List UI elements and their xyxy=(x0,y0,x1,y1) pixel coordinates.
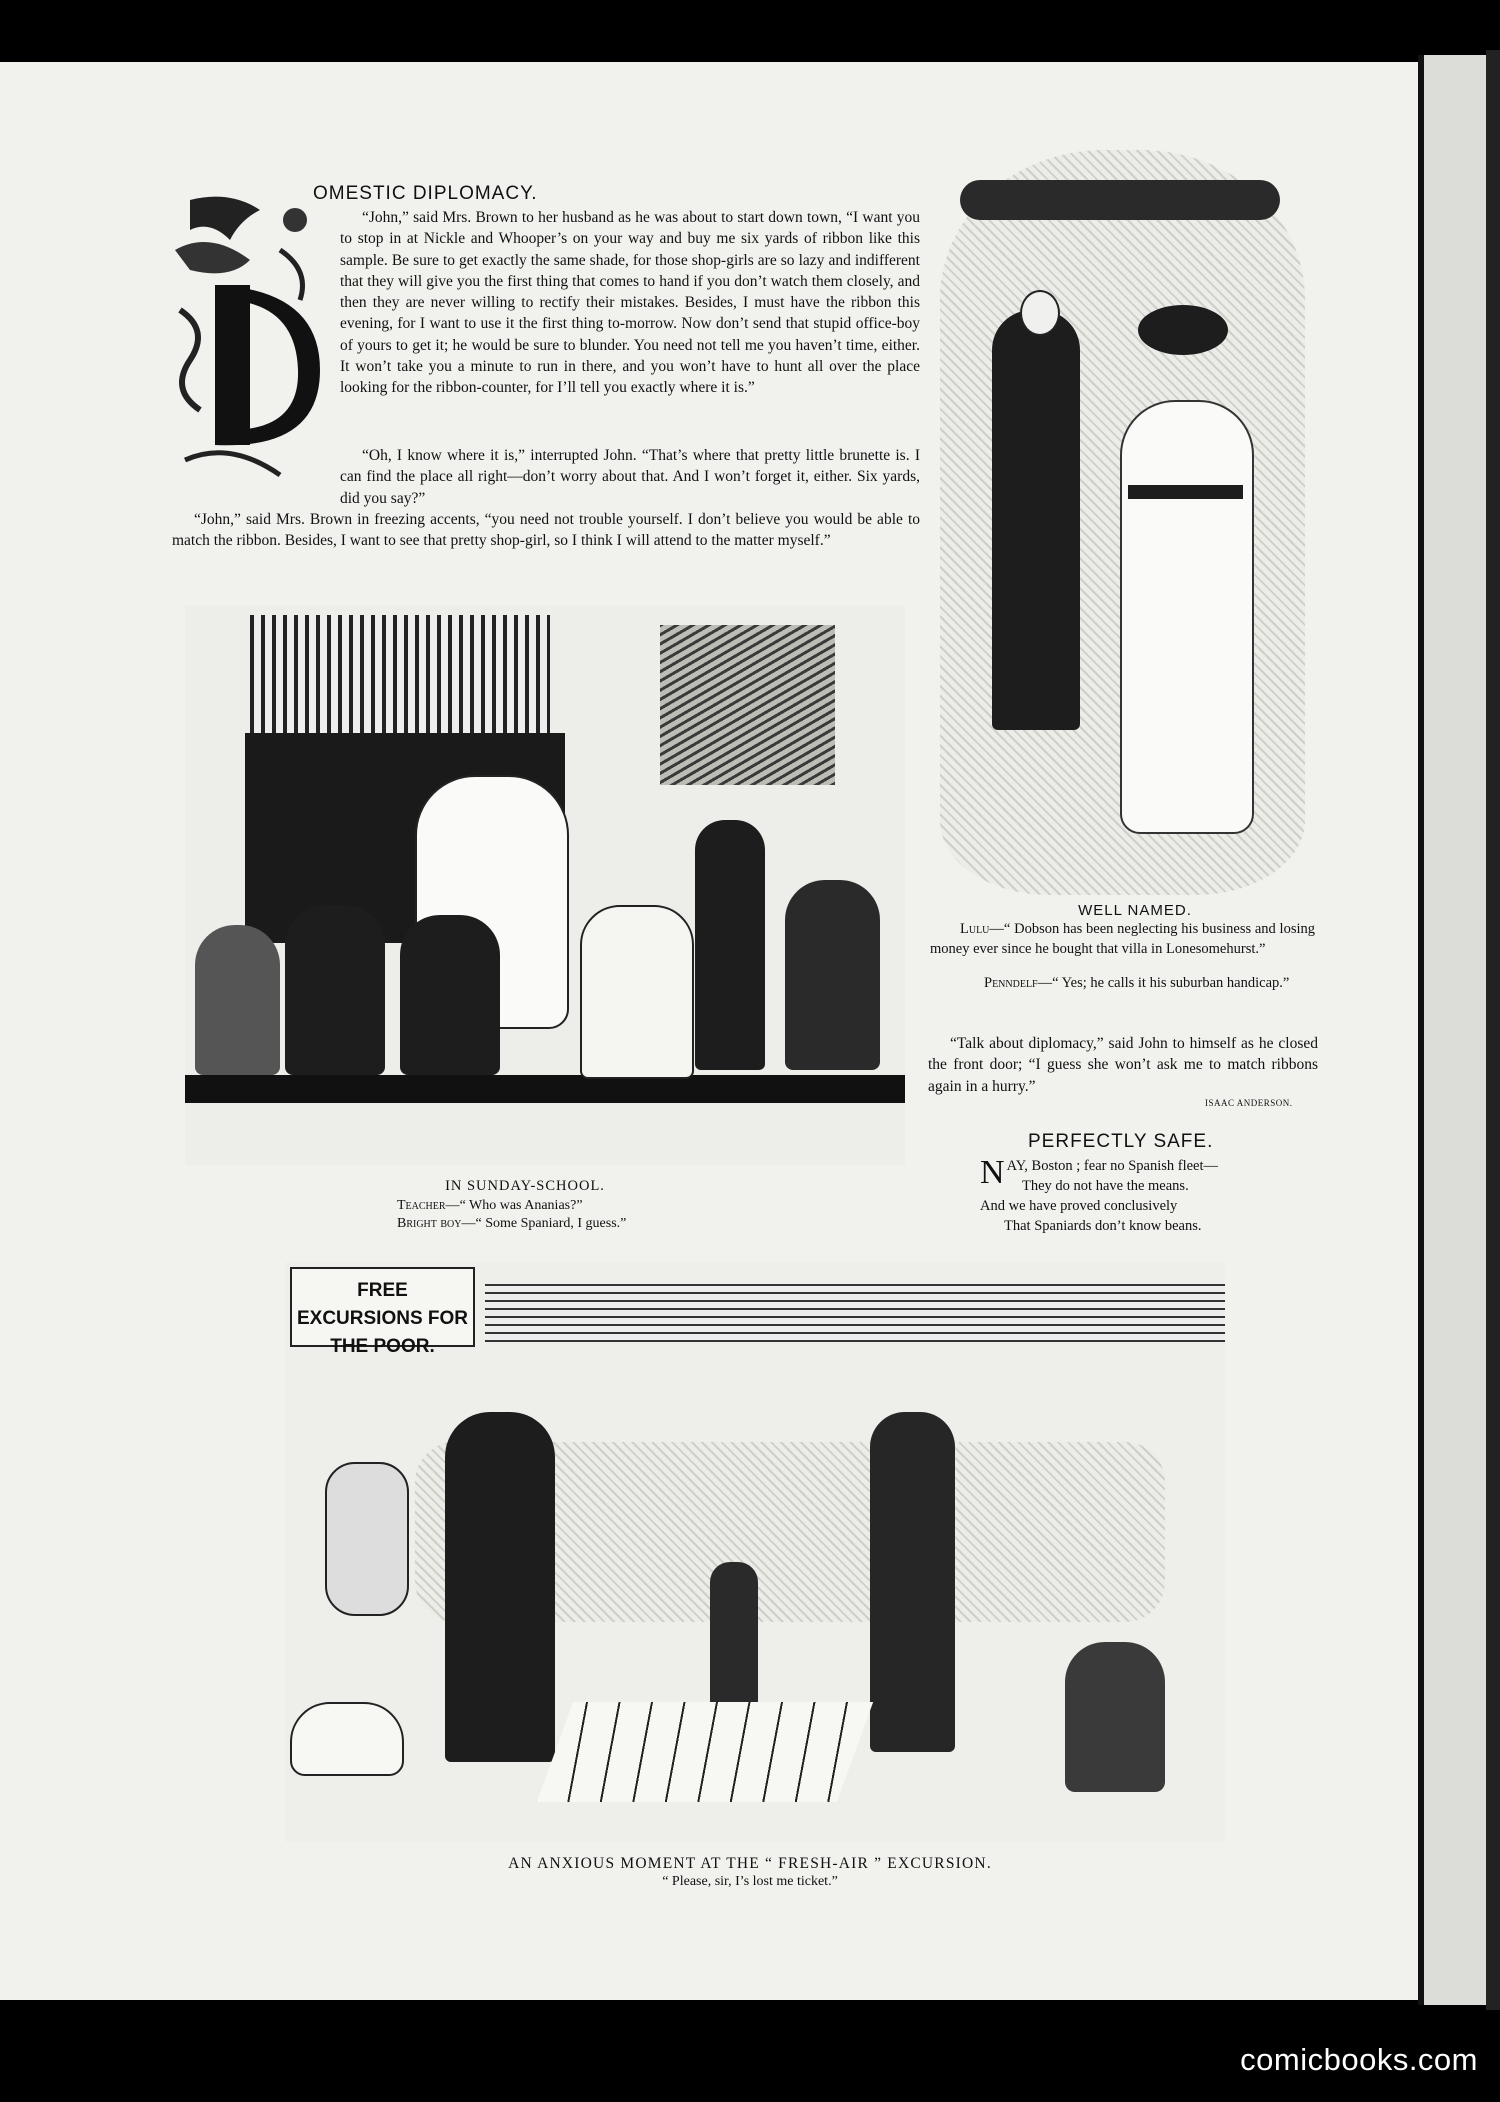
well-named-text-1: “ Dobson has been neglecting his business and losing money ever since he bought that villa in Lonesomehurst.” xyxy=(930,921,1315,957)
policeman-figure xyxy=(445,1412,555,1762)
poem-line-2: They do not have the means. xyxy=(1022,1178,1189,1194)
lady-figure xyxy=(1120,400,1254,834)
child-3 xyxy=(400,915,500,1075)
poem-line-4: That Spaniards don’t know beans. xyxy=(1004,1218,1202,1234)
sunday-school-line-2 xyxy=(397,1215,626,1233)
decorative-dropcap-d xyxy=(170,190,330,480)
domestic-paragraph-4: “Talk about diplomacy,” said John to himself as he closed the front door; “I guess she won’t ask me to match ribbons again in a hurry.” xyxy=(928,1035,1318,1095)
domestic-paragraph-3: “John,” said Mrs. Brown in freezing accents, “you need not trouble yourself. I don’t believe you would be able to match the ribbon. Besides, I want to see that pretty shop-girl, so I think I will attend to the matter myself.” xyxy=(172,511,920,550)
gentleman-head xyxy=(1020,290,1060,336)
lady-hat xyxy=(1138,305,1228,355)
domestic-author: ISAAC ANDERSON. xyxy=(1205,1098,1293,1108)
sitting-children xyxy=(1065,1642,1165,1792)
foliage xyxy=(960,180,1280,220)
excursion-quote: “ Please, sir, I’s lost me ticket.” xyxy=(662,1874,838,1889)
stained-window xyxy=(660,625,835,785)
child-2 xyxy=(285,905,385,1075)
couple-illustration xyxy=(940,150,1305,895)
gentleman-figure xyxy=(992,310,1080,730)
speaker-teacher: Teacher— xyxy=(397,1198,460,1213)
poem xyxy=(980,1156,1310,1236)
organ-pipes xyxy=(250,615,550,735)
poem-line-3: And we have proved conclusively xyxy=(980,1198,1178,1214)
well-named-text-2: “ Yes; he calls it his suburban handicap.” xyxy=(1052,975,1290,991)
sunday-school-illustration xyxy=(185,605,905,1165)
conductor-figure xyxy=(870,1412,955,1752)
poem-line-1: AY, Boston ; fear no Spanish fleet— xyxy=(1006,1158,1219,1174)
speaker-lulu: Lulu— xyxy=(960,921,1004,937)
excursion-title: AN ANXIOUS MOMENT AT THE “ FRESH-AIR ” EXCURSION. xyxy=(508,1855,992,1872)
horse-figure xyxy=(325,1462,409,1616)
speaker-bright-boy: Bright boy— xyxy=(397,1216,476,1231)
sunday-school-text-1: “ Who was Ananias?” xyxy=(459,1198,583,1213)
sunday-school-text-2: “ Some Spaniard, I guess.” xyxy=(475,1216,627,1231)
poem-dropcap: N xyxy=(980,1154,1005,1191)
awning xyxy=(485,1282,1225,1342)
well-named-line-2 xyxy=(930,974,1315,994)
sunday-school-title: IN SUNDAY-SCHOOL. xyxy=(445,1178,605,1194)
scan-edge xyxy=(1486,50,1500,2010)
well-named-title: WELL NAMED. xyxy=(1078,902,1192,919)
perfectly-safe-title: PERFECTLY SAFE. xyxy=(1028,1131,1214,1152)
child-5 xyxy=(695,820,765,1070)
stage-floor xyxy=(185,1075,905,1103)
dog-figure xyxy=(290,1702,404,1776)
gangplank xyxy=(537,1702,873,1802)
sunday-school-line-1 xyxy=(397,1197,583,1215)
excursion-sign xyxy=(290,1267,475,1357)
sign-text: FREE EXCURSIONS FOR THE POOR. xyxy=(296,1280,469,1357)
domestic-paragraph-2: “Oh, I know where it is,” interrupted John. “That’s where that pretty little brunette is. I can find the place all right—don’t worry about that. And I won’t forget it, either. Six yards, did you say?” xyxy=(340,447,920,507)
girl-figure xyxy=(710,1562,758,1712)
domestic-paragraph-1: “John,” said Mrs. Brown to her husband as he was about to start down town, “I want you to stop in at Nickle and Whooper’s on your way and buy me six yards of ribbon like this sample. Be sure to get exactly the same shade, for those shop-girls are so lazy and indifferent that they will give you the first thing that comes to hand if you don’t watch them closely, and then they are never willing to rectify their mistakes. Besides, I must have the ribbon this evening, for I want to use it the first thing to-morrow. Now don’t send that stupid office-boy of yours to get it; he would be sure to blunder. You need not tell me you haven’t time, either. It won’t take you a minute to run in there, and you won’t have to hunt all over the place looking for the ribbon-counter, for I’ll tell you exactly where it is.” xyxy=(340,209,920,397)
site-watermark: comicbooks.com xyxy=(1240,2042,1478,2077)
domestic-title: OMESTIC DIPLOMACY. xyxy=(313,183,538,204)
child-1 xyxy=(195,925,280,1075)
child-4 xyxy=(580,905,694,1079)
child-6 xyxy=(785,880,880,1070)
lady-belt xyxy=(1128,485,1243,499)
well-named-line-1 xyxy=(930,920,1315,959)
excursion-illustration xyxy=(285,1262,1225,1842)
speaker-penndelf: Penndelf— xyxy=(984,975,1053,991)
